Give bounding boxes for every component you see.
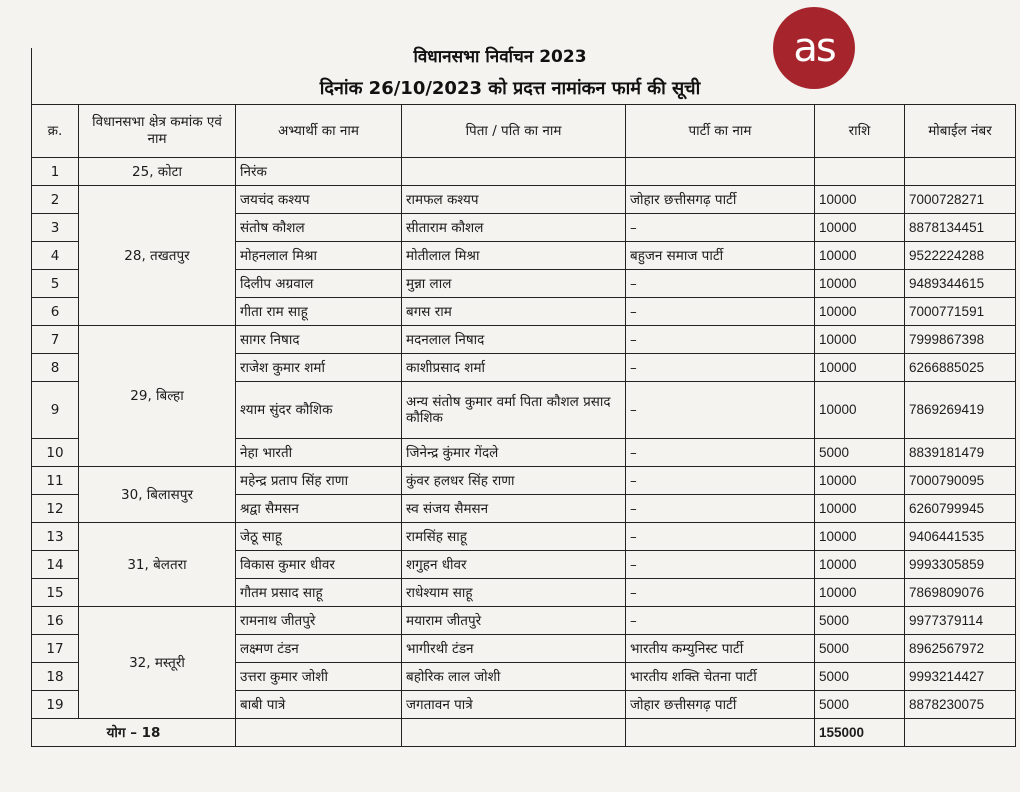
constituency-cell: 31, बेलतरा: [79, 523, 236, 607]
amount-cell: 10000: [815, 523, 905, 551]
candidate-cell: गीता राम साहू: [236, 298, 402, 326]
amount-cell: 10000: [815, 579, 905, 607]
father-cell: रामफल कश्यप: [402, 186, 626, 214]
amount-cell: 5000: [815, 439, 905, 467]
constituency-cell: 28, तखतपुर: [79, 186, 236, 326]
party-cell: –: [626, 551, 815, 579]
candidate-cell: नेहा भारती: [236, 439, 402, 467]
candidate-cell: विकास कुमार धीवर: [236, 551, 402, 579]
mobile-cell: 8962567972: [905, 635, 1016, 663]
amount-cell: 10000: [815, 467, 905, 495]
mobile-cell: 8878230075: [905, 691, 1016, 719]
row-num: 13: [32, 523, 79, 551]
col-header-mobile: मोबाईल नंबर: [905, 105, 1016, 158]
candidate-cell: रामनाथ जीतपुरे: [236, 607, 402, 635]
col-header-party: पार्टी का नाम: [626, 105, 815, 158]
amount-cell: 10000: [815, 214, 905, 242]
page-subtitle: दिनांक 26/10/2023 को प्रदत्त नामांकन फार्म की सूची: [319, 78, 701, 99]
father-cell: मुन्ना लाल: [402, 270, 626, 298]
father-cell: स्व संजय सैमसन: [402, 495, 626, 523]
party-cell: –: [626, 354, 815, 382]
page-title: विधानसभा निर्वाचन 2023: [413, 47, 587, 67]
row-num: 4: [32, 242, 79, 270]
col-header-candidate: अभ्यार्थी का नाम: [236, 105, 402, 158]
mobile-cell: 7869269419: [905, 382, 1016, 439]
row-num: 8: [32, 354, 79, 382]
row-num: 6: [32, 298, 79, 326]
party-cell: –: [626, 214, 815, 242]
mobile-cell: [905, 158, 1016, 186]
row-num: 5: [32, 270, 79, 298]
nomination-table: [31, 104, 1016, 747]
mobile-cell: 6266885025: [905, 354, 1016, 382]
col-header-constituency: विधानसभा क्षेत्र कमांक एवं नाम: [79, 105, 236, 158]
row-num: 19: [32, 691, 79, 719]
candidate-cell: संतोष कौशल: [236, 214, 402, 242]
party-cell: बहुजन समाज पार्टी: [626, 242, 815, 270]
candidate-cell: जयचंद कश्यप: [236, 186, 402, 214]
mobile-cell: 9522224288: [905, 242, 1016, 270]
amount-cell: 10000: [815, 382, 905, 439]
table-row: [32, 158, 1016, 186]
amount-cell: 5000: [815, 607, 905, 635]
party-cell: –: [626, 607, 815, 635]
party-cell: –: [626, 270, 815, 298]
amount-cell: 5000: [815, 635, 905, 663]
mobile-cell: 9406441535: [905, 523, 1016, 551]
party-cell: भारतीय शक्ति चेतना पार्टी: [626, 663, 815, 691]
row-num: 12: [32, 495, 79, 523]
total-empty-cell: [236, 719, 402, 747]
mobile-cell: 8878134451: [905, 214, 1016, 242]
father-cell: भागीरथी टंडन: [402, 635, 626, 663]
table-header-row: [32, 105, 1016, 158]
col-header-num: क्र.: [32, 105, 79, 158]
row-num: 3: [32, 214, 79, 242]
mobile-cell: 9489344615: [905, 270, 1016, 298]
father-cell: जिनेन्द्र कुंमार गेंदले: [402, 439, 626, 467]
party-cell: –: [626, 467, 815, 495]
table-row: [32, 607, 1016, 635]
table-row: [32, 467, 1016, 495]
mobile-cell: 9993305859: [905, 551, 1016, 579]
amount-cell: 10000: [815, 551, 905, 579]
party-cell: –: [626, 439, 815, 467]
amount-cell: 10000: [815, 495, 905, 523]
father-cell: मयाराम जीतपुरे: [402, 607, 626, 635]
total-empty-cell: [402, 719, 626, 747]
table-row: [32, 523, 1016, 551]
mobile-cell: 7000728271: [905, 186, 1016, 214]
candidate-cell: सागर निषाद: [236, 326, 402, 354]
row-num: 15: [32, 579, 79, 607]
party-cell: –: [626, 382, 815, 439]
row-num: 2: [32, 186, 79, 214]
father-cell: काशीप्रसाद शर्मा: [402, 354, 626, 382]
brand-logo-text: as: [793, 25, 835, 71]
candidate-cell: दिलीप अग्रवाल: [236, 270, 402, 298]
father-cell: सीताराम कौशल: [402, 214, 626, 242]
party-cell: –: [626, 579, 815, 607]
constituency-cell: 29, बिल्हा: [79, 326, 236, 467]
father-cell: रामसिंह साहू: [402, 523, 626, 551]
father-cell: [402, 158, 626, 186]
total-amount: 155000: [815, 719, 905, 747]
row-num: 18: [32, 663, 79, 691]
father-cell: जगतावन पात्रे: [402, 691, 626, 719]
father-cell: मोतीलाल मिश्रा: [402, 242, 626, 270]
father-cell: बहोरिक लाल जोशी: [402, 663, 626, 691]
amount-cell: 10000: [815, 326, 905, 354]
party-cell: –: [626, 298, 815, 326]
father-cell: अन्य संतोष कुमार वर्मा पिता कौशल प्रसाद कौशिक: [402, 382, 626, 439]
candidate-cell: राजेश कुमार शर्मा: [236, 354, 402, 382]
father-cell: शगुहन धीवर: [402, 551, 626, 579]
amount-cell: 5000: [815, 691, 905, 719]
constituency-cell: 25, कोटा: [79, 158, 236, 186]
amount-cell: 10000: [815, 186, 905, 214]
mobile-cell: 7869809076: [905, 579, 1016, 607]
candidate-cell: निरंक: [236, 158, 402, 186]
total-label: योग – 18: [32, 719, 236, 747]
party-cell: भारतीय कम्युनिस्ट पार्टी: [626, 635, 815, 663]
row-num: 10: [32, 439, 79, 467]
party-cell: –: [626, 326, 815, 354]
party-cell: [626, 158, 815, 186]
amount-cell: 5000: [815, 663, 905, 691]
mobile-cell: 9993214427: [905, 663, 1016, 691]
mobile-cell: 9977379114: [905, 607, 1016, 635]
mobile-cell: 7999867398: [905, 326, 1016, 354]
candidate-cell: उत्तरा कुमार जोशी: [236, 663, 402, 691]
mobile-cell: 8839181479: [905, 439, 1016, 467]
amount-cell: 10000: [815, 242, 905, 270]
party-cell: जोहार छत्तीसगढ़ पार्टी: [626, 186, 815, 214]
brand-logo: [773, 7, 855, 89]
father-cell: कुंवर हलधर सिंह राणा: [402, 467, 626, 495]
candidate-cell: मोहनलाल मिश्रा: [236, 242, 402, 270]
row-num: 17: [32, 635, 79, 663]
candidate-cell: महेन्द्र प्रताप सिंह राणा: [236, 467, 402, 495]
row-num: 1: [32, 158, 79, 186]
party-cell: –: [626, 523, 815, 551]
constituency-cell: 30, बिलासपुर: [79, 467, 236, 523]
row-num: 9: [32, 382, 79, 439]
row-num: 11: [32, 467, 79, 495]
father-cell: मदनलाल निषाद: [402, 326, 626, 354]
total-row: [32, 719, 1016, 747]
candidate-cell: गौतम प्रसाद साहू: [236, 579, 402, 607]
amount-cell: 10000: [815, 354, 905, 382]
table-row: [32, 326, 1016, 354]
father-cell: राधेश्याम साहू: [402, 579, 626, 607]
candidate-cell: जेठू साहू: [236, 523, 402, 551]
total-empty-cell: [626, 719, 815, 747]
candidate-cell: श्रद्वा सैमसन: [236, 495, 402, 523]
candidate-cell: लक्ष्मण टंडन: [236, 635, 402, 663]
col-header-amount: राशि: [815, 105, 905, 158]
row-num: 7: [32, 326, 79, 354]
mobile-cell: 7000771591: [905, 298, 1016, 326]
amount-cell: 10000: [815, 298, 905, 326]
amount-cell: [815, 158, 905, 186]
party-cell: जोहार छत्तीसगढ़ पार्टी: [626, 691, 815, 719]
party-cell: –: [626, 495, 815, 523]
mobile-cell: 7000790095: [905, 467, 1016, 495]
row-num: 16: [32, 607, 79, 635]
col-header-father: पिता / पति का नाम: [402, 105, 626, 158]
candidate-cell: बाबी पात्रे: [236, 691, 402, 719]
amount-cell: 10000: [815, 270, 905, 298]
total-empty-cell: [905, 719, 1016, 747]
father-cell: बगस राम: [402, 298, 626, 326]
mobile-cell: 6260799945: [905, 495, 1016, 523]
candidate-cell: श्याम सुंदर कौशिक: [236, 382, 402, 439]
row-num: 14: [32, 551, 79, 579]
table-row: [32, 186, 1016, 214]
constituency-cell: 32, मस्तूरी: [79, 607, 236, 719]
